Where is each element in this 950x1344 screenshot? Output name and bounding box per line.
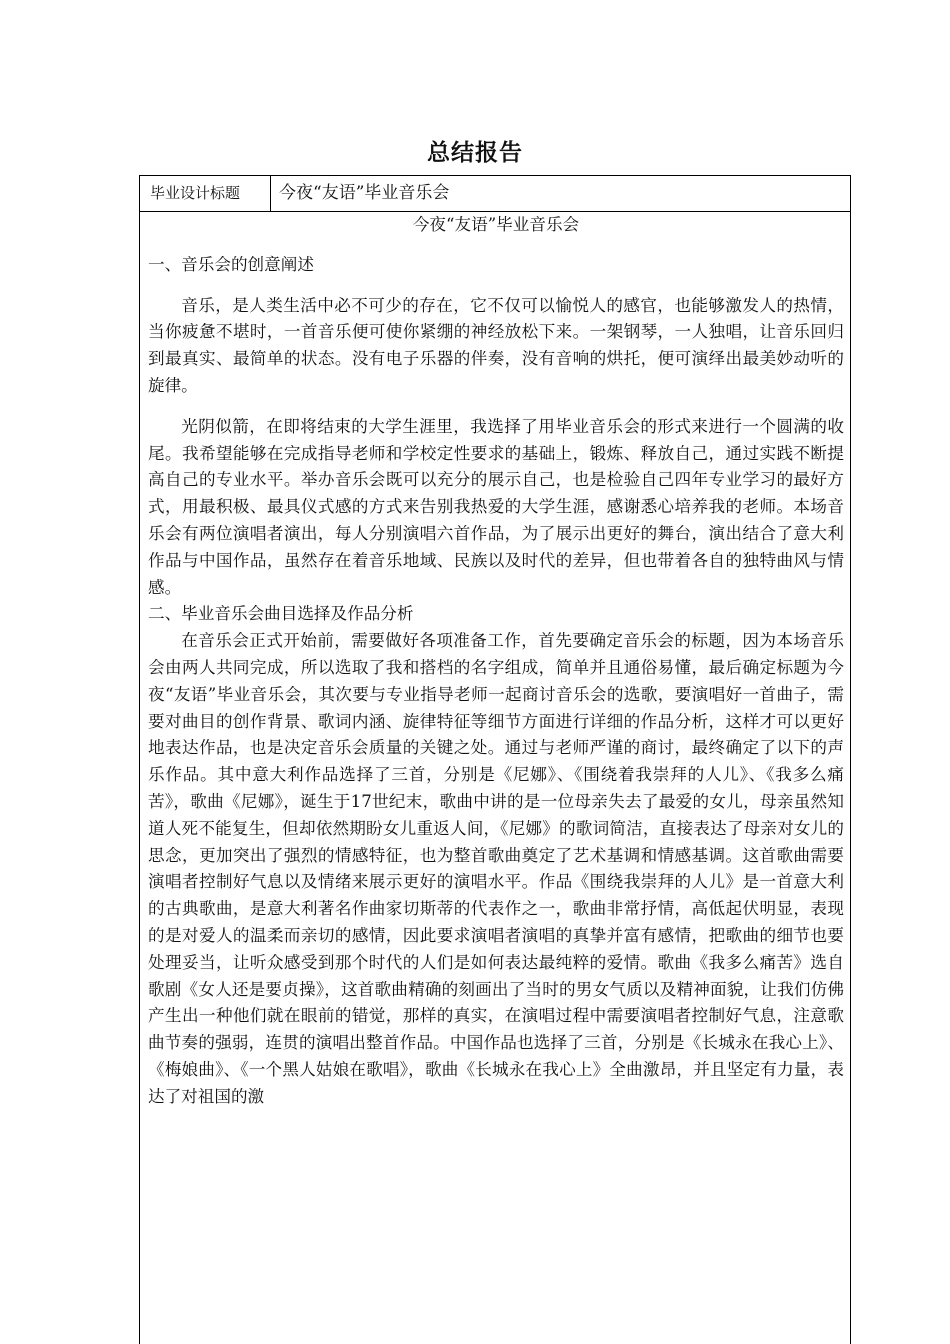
title-row xyxy=(140,176,850,212)
report-content xyxy=(140,212,850,1111)
report-table xyxy=(139,175,851,1344)
paragraph-1: 音乐，是人类生活中必不可少的存在，它不仅可以愉悦人的感官，也能够激发人的热情，当你疲惫不堪时，一首音乐便可使你紧绷的神经放松下来。一架钢琴，一人独唱，让音乐回归到最真实、最简单的状态。没有电子乐器的伴奏，没有音响的烘托，便可演绎出最美妙动听的旋律。 xyxy=(148,295,844,395)
content-title: 今夜“友语”毕业音乐会 xyxy=(412,215,580,234)
page-title: 总结报告 xyxy=(427,140,523,166)
paragraph-2: 光阴似箭，在即将结束的大学生涯里，我选择了用毕业音乐会的形式来进行一个圆满的收尾。我希望能够在完成指导老师和学校定性要求的基础上，锻炼、释放自己，通过实践不断提高自己的专业水平。举办音乐会既可以充分的展示自己，也是检验自己四年专业学习的最好方式，用最积极、最具仪式感的方式来告别我热爱的大学生涯，感谢悉心培养我的老师。本场音乐会有两位演唱者演出，每人分别演唱六首作品，为了展示出更好的舞台，演出结合了意大利作品与中国作品，虽然存在着音乐地域、民族以及时代的差异，但也带着各自的独特曲风与情感。 xyxy=(148,416,844,597)
section-heading-1: 一、音乐会的创意阐述 xyxy=(148,254,314,274)
section-heading-2: 二、毕业音乐会曲目选择及作品分析 xyxy=(148,604,414,624)
design-title-value: 今夜“友语”毕业音乐会 xyxy=(279,183,450,203)
design-title-label: 毕业设计标题 xyxy=(140,176,271,211)
paragraph-3: 在音乐会正式开始前，需要做好各项准备工作，首先要确定音乐会的标题，因为本场音乐会由两人共同完成，所以选取了我和搭档的名字组成，简单并且通俗易懂，最后确定标题为今夜“友语”毕业音乐会，其次要与专业指导老师一起商讨音乐会的选歌，要演唱好一首曲子，需要对曲目的创作背景、歌词内涵、旋律特征等细节方面进行详细的作品分析，这样才可以更好地表达作品，也是决定音乐会质量的关键之处。通过与老师严谨的商讨，最终确定了以下的声乐作品。其中意大利作品选择了三首，分别是《尼娜》、《围绕着我崇拜的人儿》、《我多么痛苦》，歌曲《尼娜》，诞生于17世纪末，歌曲中讲的是一位母亲失去了最爱的女儿，母亲虽然知道人死不能复生，但却依然期盼女儿重返人间，《尼娜》的歌词简洁，直接表达了母亲对女儿的思念，更加突出了强烈的情感特征，也为整首歌曲奠定了艺术基调和情感基调。这首歌曲需要演唱者控制好气息以及情绪来展示更好的演唱水平。作品《围绕我崇拜的人儿》是一首意大利的古典歌曲，是意大利著名作曲家切斯蒂的代表作之一，歌曲非常抒情，高低起伏明显，表现的是对爱人的温柔而亲切的感情，因此要求演唱者演唱的真挚并富有感情，把歌曲的细节也要处理妥当，让听众感受到那个时代的人们是如何表达最纯粹的爱情。歌曲《我多么痛苦》选自歌剧《女人还是要贞操》，这首歌曲精确的刻画出了当时的男女气质以及精神面貌，让我们仿佛产生出一种他们就在眼前的错觉，那样的真实，在演唱过程中需要演唱者控制好气息，注意歌曲节奏的强弱，连贯的演唱出整首作品。中国作品也选择了三首，分别是《长城永在我心上》、《梅娘曲》、《一个黑人姑娘在歌唱》，歌曲《长城永在我心上》全曲激昂，并且坚定有力量，表达了对祖国的激 xyxy=(148,631,844,1106)
